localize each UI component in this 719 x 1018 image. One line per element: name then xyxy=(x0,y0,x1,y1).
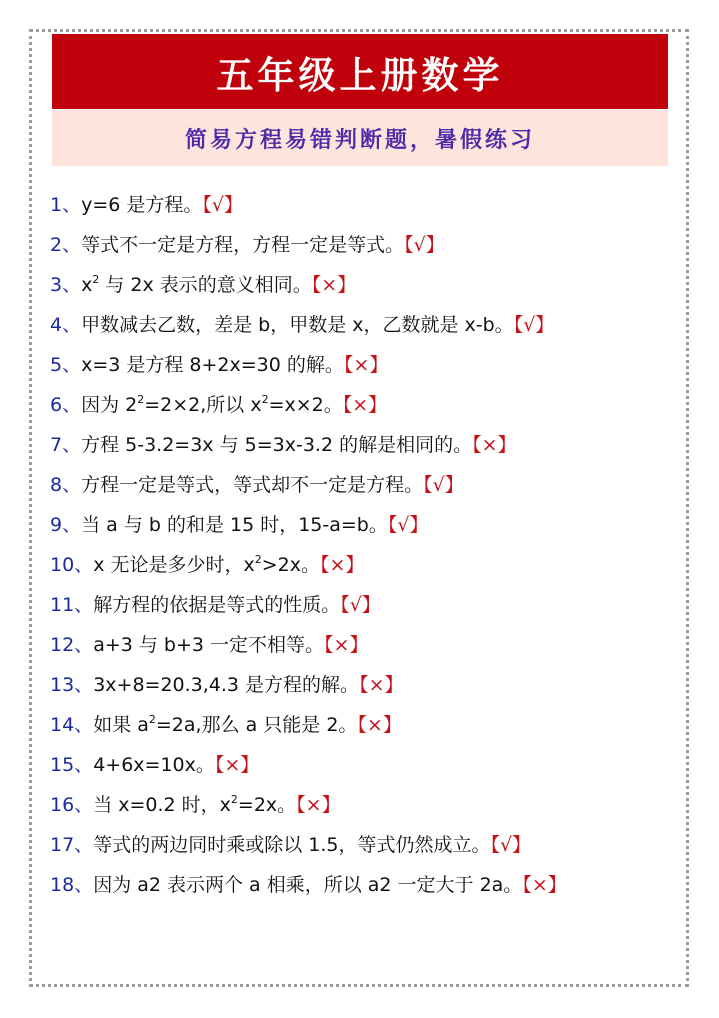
question-number: 3、 xyxy=(50,274,82,296)
question-item xyxy=(50,385,680,425)
question-text: >2x。 xyxy=(261,554,320,576)
question-item xyxy=(50,225,680,265)
answer-mark: 【×】 xyxy=(472,434,517,456)
question-number: 12、 xyxy=(50,634,94,656)
question-number: 10、 xyxy=(50,554,94,576)
question-number: 18、 xyxy=(50,874,94,896)
question-text: a+3 与 b+3 一定不相等。 xyxy=(93,634,325,656)
question-number: 1、 xyxy=(50,194,82,216)
answer-mark: 【×】 xyxy=(214,754,260,776)
page-subtitle: 简易方程易错判断题，暑假练习 xyxy=(184,127,535,153)
superscript: 2 xyxy=(254,552,262,566)
question-item xyxy=(50,545,680,585)
question-text: 解方程的依据是等式的性质。 xyxy=(93,594,341,616)
title-banner xyxy=(52,34,668,109)
question-number: 11、 xyxy=(50,594,94,616)
question-text: 4+6x=10x。 xyxy=(93,754,215,776)
question-text: 与 2x 表示的意义相同。 xyxy=(99,274,312,296)
question-item xyxy=(50,265,680,305)
question-item xyxy=(50,825,680,865)
question-number: 7、 xyxy=(50,434,82,456)
question-text: 如果 a xyxy=(93,714,149,736)
question-text: 因为 a2 表示两个 a 相乘，所以 a2 一定大于 2a。 xyxy=(93,874,523,896)
question-number: 15、 xyxy=(50,754,94,776)
question-text: x xyxy=(81,274,93,296)
question-text: x=3 是方程 8+2x=30 的解。 xyxy=(81,354,344,376)
answer-mark: 【√】 xyxy=(513,314,555,336)
question-number: 9、 xyxy=(50,514,82,536)
question-item xyxy=(50,305,680,345)
answer-mark: 【×】 xyxy=(296,794,341,816)
answer-mark: 【×】 xyxy=(359,674,404,696)
question-number: 4、 xyxy=(50,314,82,336)
answer-mark: 【√】 xyxy=(202,194,243,216)
answer-mark: 【√】 xyxy=(387,514,429,536)
question-text: =x×2。 xyxy=(268,394,343,416)
answer-mark: 【×】 xyxy=(522,874,567,896)
question-number: 16、 xyxy=(50,794,94,816)
answer-mark: 【×】 xyxy=(343,354,389,376)
question-number: 8、 xyxy=(50,474,82,496)
question-item xyxy=(50,625,680,665)
question-text: 等式的两边同时乘或除以 1.5，等式仍然成立。 xyxy=(93,834,491,856)
answer-mark: 【×】 xyxy=(357,714,402,736)
answer-mark: 【×】 xyxy=(319,554,365,576)
question-item xyxy=(50,465,680,505)
question-number: 17、 xyxy=(50,834,94,856)
answer-mark: 【√】 xyxy=(404,234,445,256)
question-item xyxy=(50,785,680,825)
question-text: 3x+8=20.3,4.3 是方程的解。 xyxy=(93,674,360,696)
question-text: =2x。 xyxy=(237,794,297,816)
question-number: 5、 xyxy=(50,354,82,376)
question-text: 等式不一定是方程，方程一定是等式。 xyxy=(81,234,405,256)
answer-mark: 【×】 xyxy=(324,634,369,656)
question-text: 当 a 与 b 的和是 15 时，15-a=b。 xyxy=(81,514,388,536)
question-text: 方程一定是等式，等式却不一定是方程。 xyxy=(81,474,424,496)
superscript: 2 xyxy=(261,392,269,406)
question-item xyxy=(50,425,680,465)
question-text: 甲数减去乙数，差是 b，甲数是 x，乙数就是 x-b。 xyxy=(81,314,514,336)
question-item xyxy=(50,705,680,745)
question-item xyxy=(50,185,680,225)
question-text: 当 x=0.2 时，x xyxy=(93,794,231,816)
question-text: 方程 5-3.2=3x 与 5=3x-3.2 的解是相同的。 xyxy=(81,434,473,456)
answer-mark: 【√】 xyxy=(340,594,381,616)
question-text: y=6 是方程。 xyxy=(81,194,203,216)
question-item xyxy=(50,865,680,905)
page-title: 五年级上册数学 xyxy=(216,53,504,97)
question-number: 6、 xyxy=(50,394,82,416)
superscript: 2 xyxy=(92,272,100,286)
subtitle-banner xyxy=(52,110,668,166)
superscript: 2 xyxy=(230,792,238,806)
question-item xyxy=(50,505,680,545)
question-text: =2a,那么 a 只能是 2。 xyxy=(155,714,358,736)
answer-mark: 【×】 xyxy=(342,394,388,416)
question-item xyxy=(50,745,680,785)
superscript: 2 xyxy=(148,712,156,726)
question-list xyxy=(50,185,680,905)
superscript: 2 xyxy=(137,392,145,406)
question-number: 14、 xyxy=(50,714,94,736)
question-text: x 无论是多少时，x xyxy=(93,554,255,576)
question-item xyxy=(50,585,680,625)
question-number: 2、 xyxy=(50,234,82,256)
answer-mark: 【×】 xyxy=(311,274,357,296)
question-item xyxy=(50,665,680,705)
question-number: 13、 xyxy=(50,674,94,696)
answer-mark: 【√】 xyxy=(490,834,532,856)
question-text: 因为 2 xyxy=(81,394,138,416)
answer-mark: 【√】 xyxy=(423,474,464,496)
question-text: =2×2,所以 x xyxy=(144,394,262,416)
question-item xyxy=(50,345,680,385)
